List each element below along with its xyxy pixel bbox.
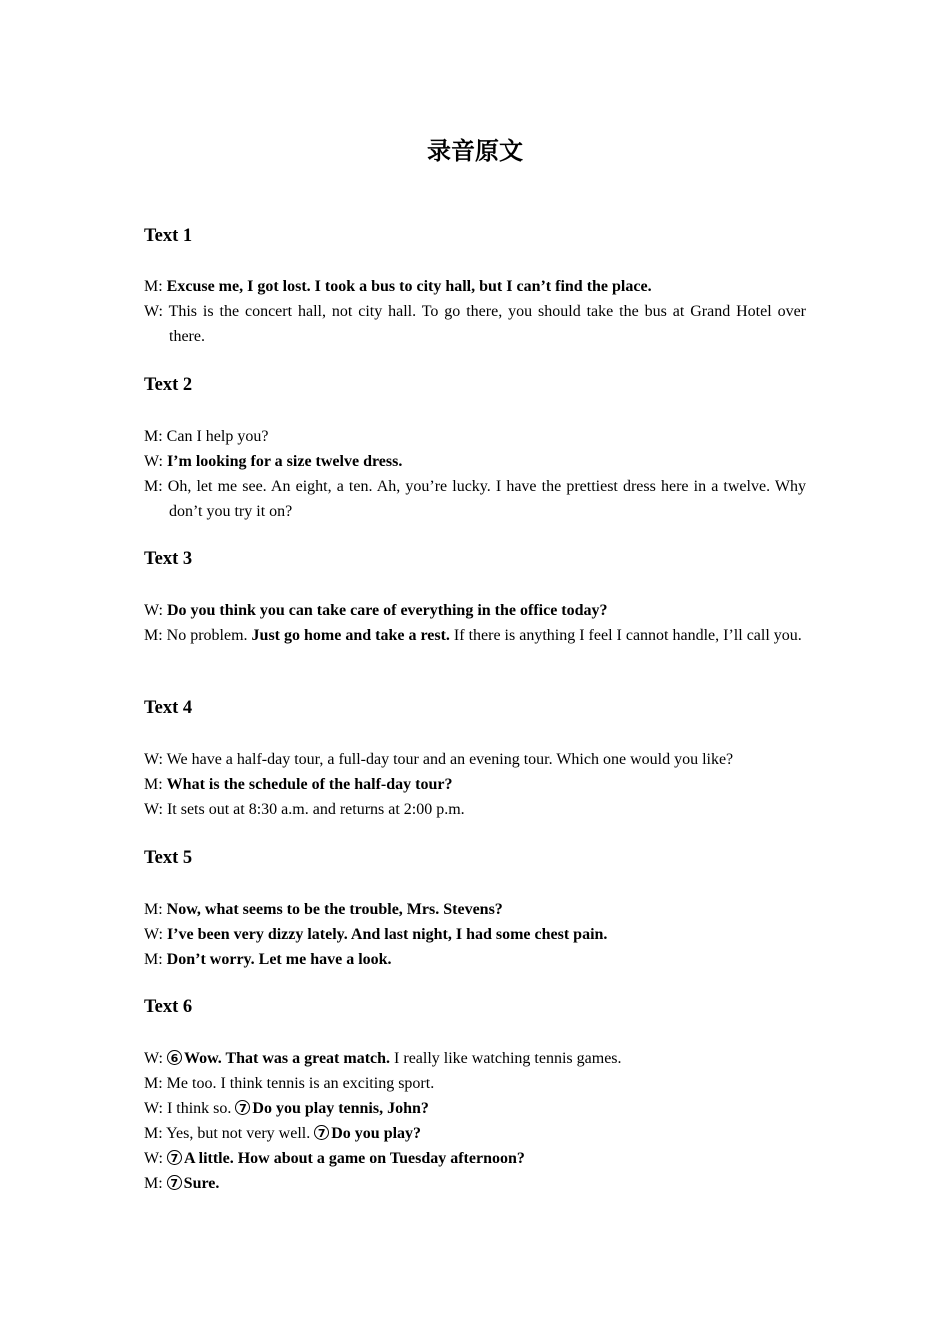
- dialogue-line: [144, 1146, 806, 1171]
- dialogue-line: [144, 747, 806, 772]
- dialogue-line: [144, 299, 806, 349]
- dialogue-line: [144, 598, 806, 623]
- dialogue-line: [144, 1121, 806, 1146]
- speaker-label: M:: [144, 1075, 167, 1092]
- speaker-label: M:: [144, 1125, 167, 1142]
- dialogue-line: [144, 449, 806, 474]
- answer-key-text: Wow. That was a great match.: [183, 1050, 391, 1067]
- section-heading: Text 2: [144, 375, 193, 395]
- speaker-label: W:: [144, 303, 169, 320]
- dialogue-line: [144, 424, 806, 449]
- answer-key-text: What is the schedule of the half-day tour?: [166, 776, 453, 793]
- dialogue-line: [144, 797, 806, 822]
- dialogue-text: It sets out at 8:30 a.m. and returns at 2:00 p.m.: [166, 801, 465, 818]
- speaker-label: M:: [144, 951, 167, 968]
- dialogue-text: If there is anything I feel I cannot handle, I’ll call you.: [449, 627, 802, 644]
- section-heading: Text 3: [144, 549, 193, 569]
- dialogue-line: [144, 922, 806, 947]
- dialogue-text: I think so.: [166, 1100, 236, 1117]
- dialogue-line: [144, 1096, 806, 1121]
- dialogue-line: [144, 1071, 806, 1096]
- question-number-marker: 7: [314, 1125, 329, 1140]
- speaker-label: M:: [144, 428, 167, 445]
- question-number-marker: 7: [167, 1175, 182, 1190]
- dialogue-text: I really like watching tennis games.: [390, 1050, 622, 1067]
- dialogue-line: [144, 474, 806, 524]
- answer-key-text: Do you think you can take care of everything in the office today?: [166, 602, 608, 619]
- answer-key-text: Excuse me, I got lost. I took a bus to city hall, but I can’t find the place.: [166, 278, 652, 295]
- dialogue-line: [144, 1171, 806, 1196]
- section-heading: Text 4: [144, 698, 193, 718]
- question-number-marker: 7: [235, 1100, 250, 1115]
- dialogue-text: Can I help you?: [166, 428, 269, 445]
- dialogue-text: This is the concert hall, not city hall. To go there, you should take the bus at Grand Hotel over there.: [168, 303, 806, 345]
- dialogue-text: Oh, let me see. An eight, a ten. Ah, you’re lucky. I have the prettiest dress here in a twelve. Why don’t you try it on?: [167, 478, 807, 520]
- question-number-marker: 6: [167, 1050, 182, 1065]
- page-title: 录音原文: [427, 136, 523, 165]
- speaker-label: W:: [144, 751, 167, 768]
- speaker-label: W:: [144, 1100, 167, 1117]
- answer-key-text: I’ve been very dizzy lately. And last night, I had some chest pain.: [166, 926, 608, 943]
- dialogue-text: No problem.: [166, 627, 252, 644]
- speaker-label: M:: [144, 627, 167, 644]
- dialogue-line: [144, 772, 806, 797]
- question-number-marker: 7: [167, 1150, 182, 1165]
- answer-key-text: Don’t worry. Let me have a look.: [166, 951, 392, 968]
- speaker-label: W:: [144, 453, 167, 470]
- dialogue-line: [144, 274, 806, 299]
- section-heading: Text 1: [144, 226, 193, 246]
- dialogue-text: Me too. I think tennis is an exciting sport.: [166, 1075, 435, 1092]
- dialogue-text: Yes, but not very well.: [166, 1125, 315, 1142]
- speaker-label: W:: [144, 602, 167, 619]
- dialogue-line: [144, 623, 806, 648]
- answer-key-text: Do you play?: [331, 1125, 422, 1142]
- speaker-label: M:: [144, 776, 167, 793]
- speaker-label: W:: [144, 1050, 167, 1067]
- speaker-label: W:: [144, 801, 167, 818]
- dialogue-line: [144, 897, 806, 922]
- answer-key-text: I’m looking for a size twelve dress.: [166, 453, 403, 470]
- dialogue-line: [144, 1046, 806, 1071]
- section-heading: Text 5: [144, 848, 193, 868]
- answer-key-text: Just go home and take a rest.: [251, 627, 450, 644]
- dialogue-line: [144, 947, 806, 972]
- speaker-label: M:: [144, 1175, 167, 1192]
- answer-key-text: Sure.: [183, 1175, 220, 1192]
- speaker-label: M:: [144, 478, 168, 495]
- section-heading: Text 6: [144, 997, 193, 1017]
- speaker-label: M:: [144, 901, 167, 918]
- answer-key-text: Do you play tennis, John?: [252, 1100, 429, 1117]
- speaker-label: W:: [144, 1150, 167, 1167]
- speaker-label: W:: [144, 926, 167, 943]
- speaker-label: M:: [144, 278, 167, 295]
- answer-key-text: A little. How about a game on Tuesday afternoon?: [183, 1150, 525, 1167]
- dialogue-text: We have a half-day tour, a full-day tour and an evening tour. Which one would you like?: [166, 751, 734, 768]
- answer-key-text: Now, what seems to be the trouble, Mrs. Stevens?: [166, 901, 503, 918]
